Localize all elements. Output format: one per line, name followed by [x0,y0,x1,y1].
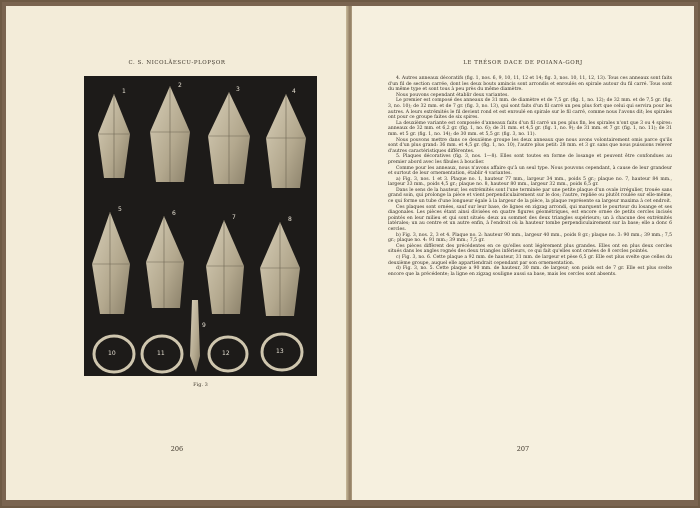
plaque-6 [146,216,184,308]
left-folio: 206 [170,445,184,453]
plate-artifacts [84,76,317,376]
paragraph: d) Fig. 3, no. 5. Cette plaque a 90 mm. de hauteur, 30 mm. de largeur; son poids est de 7 gr. Elle est plus svelte encore que la précédente; la ligne en zigzag souligne aussi sa base, mais les cercles sont absents. [388,266,672,277]
plaque-3 [208,92,250,184]
paragraph: Le premier est composé des anneaux de 31 mm. de diamètre et de 7,5 gr. (fig. 1, no. 12); de 32 mm. et de 7,5 gr. (fig. 3, no. 10); de 32 mm. et de 7 gr. (fig. 3, no. 13), qui sont faits d'un fil carré un peu plus fort que celui qui servira pour les autres. A leurs extrémités le fil devient rond et est enroulé en spirale sur le fil carré, comme nous l'avons dit; les spirales ont pour ce groupe faites de six spires. [388,98,672,121]
paragraph: Ces plaques sont ornées, sauf sur leur base, de lignes en zigzag arrondi, qui marquent le pourtour du losange et ses diagonales. Les pièces étant ainsi divisées en quatre figures géométriques, est encore ornée de petits cercles incisés pointés en leur milieu et qui sont situés: deux au sommet des deux triangles supérieurs; un à chacune des extrémités latérales; un au centre et un autre enfin, à l'endroit où la hauteur tombe perpendiculairement sur la base; elle a donc 6 cercles. [388,204,672,233]
paragraph: b) Fig. 3, nos. 2, 3 et 4. Plaque no. 2: hauteur 90 mm., largeur 40 mm., poids 8 gr.; plaque no. 3: 90 mm.; 39 mm.; 7,5 gr.; plaque no. 4: 91 mm.; 39 mm.; 7,5 gr. [388,232,672,244]
paragraph: c) Fig. 3, no. 6. Cette plaque a 92 mm. de hauteur, 31 mm. de largeur et pèse 6,5 gr. Elle est plus svelte que celles du deuxième groupe, auquel elle appartiendrait cependant par son ornementation. [388,255,672,266]
figure-caption: Fig. 3 [193,382,208,388]
paragraph: Nous pouvons mettre dans ce deuxième groupe les deux anneaux que nous avons volontairement omis parce qu'ils sont d'un plus grand: 36 mm. et 4,5 gr. (fig. 1, no. 10), l'autre plus petit: 28 mm. et 3 gr. sans que nous puissions relever d'autres caractéristiques différentes. [388,137,672,154]
paragraph: a) Fig. 3, nos. 1 et 3. Plaque no. 1, hauteur 77 mm., largeur 34 mm., poids 5 gr.; plaque no. 7, hauteur 84 mm., largeur 33 mm., poids 4,5 gr.; plaque no. 8, hauteur 80 mm., largeur 32 mm., poids 6,5 gr. [388,176,672,188]
paragraph: 4. Autres anneaux décoratifs (fig. 1, nos. 6, 9, 10, 11, 12 et 14; fig. 3, nos. 10, 11, 12, 13). Tous ces anneaux sont faits d'un fil de section carrée, dont les deux bouts amincis sont arrondis et enroulés en spirale autour du fil carré. Tous sont du même type et sont tous à peu près du même diamètre. [388,76,672,93]
paragraph: Nous pouvons cependant établir deux variantes. [396,92,509,98]
plate-label-8: 8 [288,216,292,223]
paragraph: Comme pour les anneaux, nous n'avons affaire qu'à un seul type. Nous pouvons cependant, à cause de leur grandeur et surtout de leur ornementation, établir 4 variantes. [388,165,672,177]
right-folio: 207 [516,445,530,453]
body-text [388,76,672,277]
right-running-head: LE TRÉSOR DACE DE POIANA-GORJ [463,60,583,66]
plate-label-10: 10 [108,350,116,357]
photo-plate [84,76,317,376]
plaque-5 [92,212,130,314]
paragraph: La deuxième variante est composée d'anneaux faits d'un fil carré un peu plus fin, les spirales n'ont que 3 ou 4 spires: anneaux de 32 mm. et 6,2 gr. (fig. 1, no. 6); de 31 mm. et 4,5 gr. (fig. 1, no. 9); de 31 mm. et 7 gr. (fig. 1, no. 11); de 31 mm. et 5 gr. (fig. 1, no. 14); de 30 mm. et 5,5 gr. (fig. 3, no. 11). [388,120,672,137]
plate-label-4: 4 [292,88,296,95]
left-running-head: C. S. NICOLĂESCU-PLOPȘOR [128,60,226,66]
plate-label-5: 5 [118,206,122,213]
plate-label-7: 7 [232,214,236,221]
plate-label-13: 13 [276,348,284,355]
paragraph: Dans le sens de la hauteur, les extrémités sont l'une terminée par une petite plaque d'un ovale irrégulier, trouée sans grand soin, qui prolonge la pièce et vient perpendiculairement sur le dos; l'autre, repliée ou plutôt roulée sur elle-même, ce qui forme un tube d'une longueur égale à la largeur de la pièce, la plaque représente sa largeur maxima à cet endroit. [388,187,672,205]
right-page [352,6,694,500]
left-page [6,6,348,500]
plate-label-9: 9 [202,322,206,329]
plaque-4 [266,94,306,188]
plaque-1 [98,94,130,178]
paragraph: 5. Plaques décoratives (fig. 3, nos. 1—8). Elles sont toutes en forme de losange et peuvent être confondues au premier abord avec les fibules à bouclier. [388,154,672,165]
paragraph: Ces pièces diffèrent des précédentes en ce qu'elles sont légèrement plus grandes. Elles ont en plus deux cercles situés dans les angles rognés des deux triangles inférieurs, ce qui fait qu'elles sont ornées de 8 cercles pointés. [388,243,672,255]
plate-label-3: 3 [236,86,240,93]
book-spread [2,2,698,506]
plaque-7 [206,220,244,314]
plate-label-12: 12 [222,350,230,357]
plaque-8 [260,222,300,316]
plate-label-6: 6 [172,210,176,217]
pendant-9 [190,300,200,372]
plate-label-1: 1 [122,88,126,95]
plaque-2 [150,86,190,182]
plate-label-11: 11 [157,350,165,357]
plate-label-2: 2 [178,82,182,89]
